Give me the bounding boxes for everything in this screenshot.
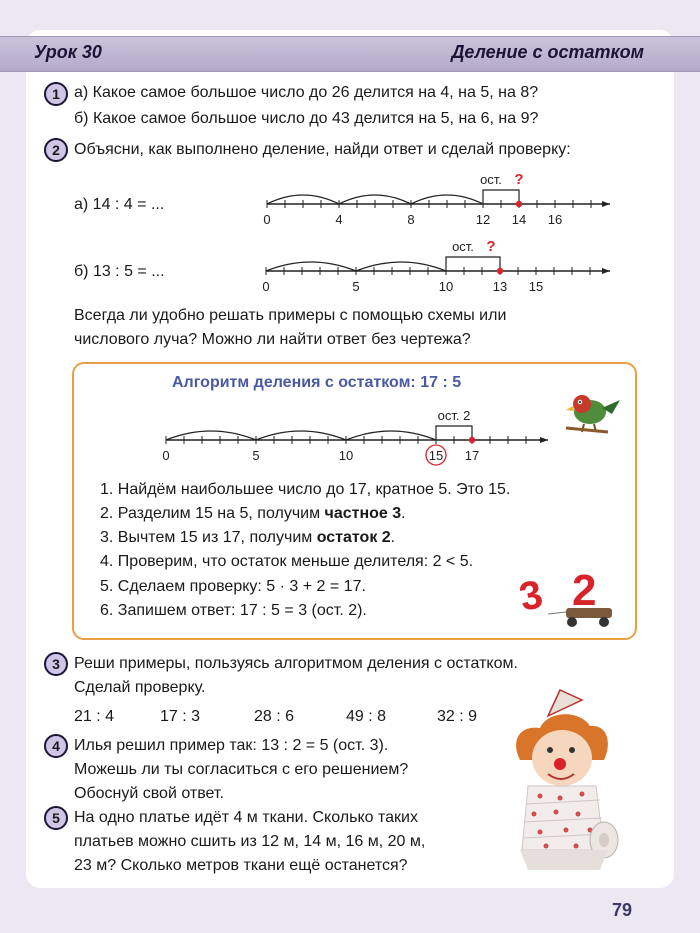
task-number-2: 2 [44,138,68,162]
task1-line-b: б) Какое самое большое число до 43 делится на 5, на 6, на 9? [74,110,539,127]
task2-question-line1: Всегда ли удобно решать примеры с помощью схемы или [74,307,507,324]
algorithm-step: 4. Проверим, что остаток меньше делителя: 2 < 5. [100,553,474,570]
ray-tick-label: 0 [263,212,271,227]
ray-tick-label: 0 [162,448,170,463]
question-mark: ? [514,171,524,188]
remainder-label: ост. [480,172,502,187]
task3-example: 28 : 6 [254,708,295,725]
task2-question-line2: числового луча? Можно ли найти ответ без чертежа? [74,331,471,348]
ray-tick-label: 12 [475,212,491,227]
question-mark: ? [486,238,496,255]
remainder-label: ост. [452,239,474,254]
task5-line2: платьев можно сшить из 12 м, 14 м, 16 м, 20 м, [74,833,426,850]
task2-example-a: а) 14 : 4 = ... [74,196,165,213]
task-number-3: 3 [44,652,68,676]
ray-tick-label: 17 [464,448,480,463]
algorithm-step: 2. Разделим 15 на 5, получим частное 3. [100,505,406,522]
task4-line3: Обоснуй свой ответ. [74,785,224,802]
task-number-4: 4 [44,734,68,758]
ray-tick-label: 5 [252,448,260,463]
task3-example: 49 : 8 [346,708,387,725]
ray-tick-label: 14 [511,212,527,227]
task4-line2: Можешь ли ты согласиться с его решением? [74,761,409,778]
algorithm-step: 6. Запишем ответ: 17 : 5 = 3 (ост. 2). [100,602,367,619]
task3-line1: Реши примеры, пользуясь алгоритмом деления с остатком. [74,655,518,672]
task3-example: 17 : 3 [160,708,201,725]
task1-line-a: а) Какое самое большое число до 26 делится на 4, на 5, на 8? [74,84,539,101]
ray-tick-label: 16 [547,212,563,227]
task2-intro: Объясни, как выполнено деление, найди ответ и сделай проверку: [74,141,571,158]
ray-tick-label: 10 [338,448,354,463]
task2-example-b: б) 13 : 5 = ... [74,263,165,280]
clown-illustration [516,690,618,870]
task4-line1: Илья решил пример так: 13 : 2 = 5 (ост. 3). [74,737,389,754]
toy-digit-two: 2 [572,566,597,615]
algorithm-step: 1. Найдём наибольшее число до 17, кратное 5. Это 15. [100,481,511,498]
lesson-label: Урок 30 [34,42,102,62]
algorithm-step: 5. Сделаем проверку: 5 · 3 + 2 = 17. [100,578,366,595]
task3-line2: Сделай проверку. [74,679,206,696]
task-number-1: 1 [44,82,68,106]
task5-line3: 23 м? Сколько метров ткани ещё останется? [74,857,408,874]
ray-tick-label: 13 [492,279,508,294]
ray-tick-label: 4 [335,212,343,227]
page-number: 79 [612,900,633,920]
algorithm-step: 3. Вычтем 15 из 17, получим остаток 2. [100,529,396,546]
topic-label: Деление с остатком [451,42,644,62]
ray-tick-label: 8 [407,212,415,227]
task3-example: 32 : 9 [437,708,478,725]
algorithm-title: Алгоритм деления с остатком: 17 : 5 [172,374,462,391]
ray-tick-label: 15 [428,448,444,463]
task3-example: 21 : 4 [74,708,115,725]
remainder-label: ост. 2 [437,408,471,423]
task5-line1: На одно платье идёт 4 м ткани. Сколько таких [74,809,418,826]
ray-tick-label: 10 [438,279,454,294]
task-number-5: 5 [44,806,68,830]
ray-tick-label: 15 [528,279,544,294]
ray-tick-label: 5 [352,279,360,294]
toy-digit-three: 3 [515,572,547,620]
ray-tick-label: 0 [262,279,270,294]
